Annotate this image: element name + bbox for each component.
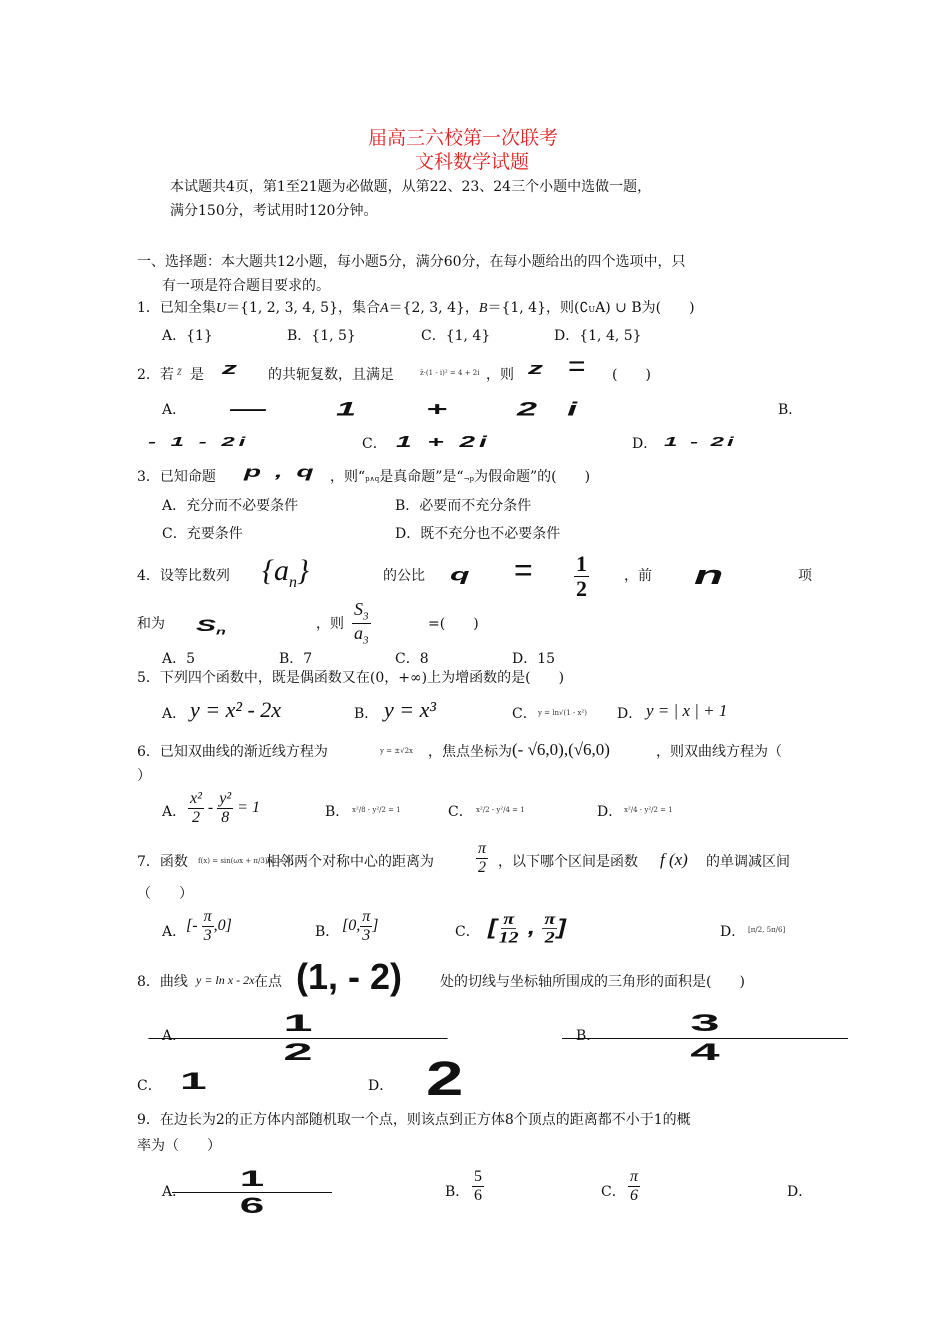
q4-sequence: $\{a_n\}$	[262, 554, 309, 591]
q3-pq: p , q	[244, 463, 317, 481]
q4-q: q	[450, 564, 470, 585]
q7-option-c-label: C．	[455, 924, 480, 940]
q5-option-b-value: y = x³	[384, 697, 436, 722]
intro-line-2: 满分150分，考试用时120分钟。	[170, 203, 378, 219]
q9-option-a-label: A．	[162, 1184, 187, 1200]
q7-half-pi: $\frac{\pi}{2}$	[478, 840, 487, 876]
q4-n: n	[694, 560, 724, 591]
q1-option-b: B．{1, 5}	[287, 328, 356, 344]
q8-option-c-label: C．	[137, 1078, 162, 1094]
q7-option-d-value: [π/2, 5π/6]	[748, 926, 786, 934]
q2-option-b-label: B．	[778, 402, 803, 418]
q9-option-b-value: $\frac{5}{6}$	[474, 1168, 482, 1204]
q4-sum: $S_n$	[196, 616, 226, 637]
q7-option-b-value: [0, $\frac{\pi}{3}$ ]	[342, 908, 379, 944]
q8-stem-b: 在点	[254, 974, 282, 990]
q3-stem-b: ，则“p∧q是真命题”是“¬p为假命题”的( )	[330, 469, 591, 485]
q6-foci: (- √6,0),(√6,0)	[512, 740, 610, 759]
q6-option-b-value: x²/8 - y²/2 = 1	[352, 806, 401, 814]
q7-stem-e: （ ）	[137, 886, 193, 902]
q9-stem-line-1: 9．在边长为2的正方体内部随机取一个点，则该点到正方体8个顶点的距离都不小于1的概	[137, 1112, 691, 1128]
q7-option-a-value: [- $\frac{\pi}{3}$ ,0]	[186, 908, 232, 944]
q4-stem-c: ，前	[624, 568, 652, 584]
q4-stem-a: 4．设等比数列	[137, 568, 230, 584]
q7-option-a-label: A．	[162, 924, 187, 940]
q2-stem-d: ，则	[486, 367, 514, 383]
q3-option-c: C．充要条件	[162, 526, 243, 542]
q1-option-d: D．{1, 4, 5}	[554, 328, 642, 344]
q7-option-d-label: D．	[720, 924, 746, 940]
q8-option-b-label: B．	[576, 1028, 601, 1044]
section-heading-line-2: 有一项是符合题目要求的。	[162, 278, 330, 294]
q8-curve: y = ln x - 2x	[196, 973, 255, 987]
q8-option-a-value: 1 2	[230, 1010, 366, 1067]
q1-option-c: C．{1, 4}	[421, 328, 491, 344]
q8-option-d-value: 2	[426, 1053, 464, 1106]
q1-option-a: A．{1}	[162, 328, 213, 344]
q7-fx: f (x)	[660, 850, 688, 869]
q2-option-c-label: C．	[362, 436, 387, 452]
q5-stem: 5．下列四个函数中，既是偶函数又在(0，+∞)上为增函数的是( )	[137, 670, 565, 686]
q5-option-a-value: y = x² - 2x	[190, 697, 282, 722]
q6-option-a-value: $\frac{\text{x²}}{2}$ - $\frac{\text{y²}}{8}$ = 1	[190, 790, 260, 826]
q4-stem-e: 和为	[137, 616, 165, 632]
q8-option-a-label: A．	[162, 1028, 187, 1044]
intro-line-1: 本试题共4页，第1至21题为必做题，从第22、23、24三个小题中选做一题，	[170, 179, 652, 195]
q2-paren: ( )	[612, 367, 651, 383]
q2-stem-a: 2．若	[137, 367, 174, 383]
q2-option-a-label: A．	[162, 402, 187, 418]
q5-option-a-label: A．	[162, 706, 187, 722]
q9-option-a-value: 1 6	[212, 1166, 292, 1219]
q4-fraction: $\frac{S_3}{a_3}$	[354, 599, 369, 647]
q9-stem-line-2: 率为（ ）	[137, 1138, 221, 1154]
q6-option-a-label: A．	[162, 804, 187, 820]
q7-stem-b: 相邻两个对称中心的距离为	[266, 854, 434, 870]
q3-stem-a: 3．已知命题	[137, 469, 216, 485]
section-heading-line-1: 一、选择题：本大题共12小题，每小题5分，满分60分，在每小题给出的四个选项中，只	[137, 254, 686, 270]
q8-option-c-value: 1	[180, 1068, 207, 1095]
q7-option-c-value: [ $\frac{\pi}{12}$ , $\frac{\pi}{2}$ ]	[488, 910, 566, 947]
q6-option-c-value: x²/2 - y²/4 = 1	[476, 806, 525, 814]
q4-option-d: D．15	[512, 651, 556, 667]
q2-stem-b: 是	[190, 367, 204, 383]
q5-option-b-label: B．	[354, 706, 379, 722]
q6-option-b-label: B．	[325, 804, 350, 820]
q7-stem-d: 的单调减区间	[706, 854, 790, 870]
title-line-1: 届高三六校第一次联考	[368, 127, 559, 149]
q6-option-d-label: D．	[597, 804, 623, 820]
q9-option-c-label: C．	[601, 1184, 626, 1200]
q5-option-d-value: y = | x | + 1	[646, 701, 728, 720]
q9-option-d-label: D．	[787, 1184, 813, 1200]
q5-option-c-label: C．	[512, 706, 537, 722]
q4-half: $\frac{1}{2}$	[576, 551, 587, 602]
q8-stem-a: 8．曲线	[137, 974, 188, 990]
q9-option-c-value: $\frac{\pi}{6}$	[630, 1168, 639, 1204]
q2-option-d-label: D．	[632, 436, 658, 452]
q4-stem-g: =( )	[428, 616, 479, 632]
q8-stem-c: 处的切线与坐标轴所围成的三角形的面积是( )	[440, 974, 745, 990]
q2-option-b-value: - 1 - 2i	[148, 434, 250, 450]
q7-function: f(x) = sin(ωx + π/3)(ω > 0)	[198, 857, 294, 865]
q6-stem-a: 6．已知双曲线的渐近线方程为	[137, 744, 328, 760]
q3-option-a: A．充分而不必要条件	[162, 498, 299, 514]
q2-condition: z̄·(1 - i)² = 4 + 2i	[420, 369, 480, 377]
q6-stem-c: ，则双曲线方程为（	[656, 744, 782, 760]
q2-z-symbol-2: z	[528, 359, 543, 378]
q7-option-b-label: B．	[315, 924, 340, 940]
q8-point: (1, - 2)	[296, 956, 403, 997]
q4-stem-f: ，则	[316, 616, 344, 632]
q6-stem-b: ，焦点坐标为	[428, 744, 512, 760]
q4-stem-d: 项	[798, 568, 812, 584]
q8-option-b-value: 3 4	[640, 1010, 770, 1067]
q7-stem-c: ，以下哪个区间是函数	[498, 854, 638, 870]
q9-option-b-label: B．	[445, 1184, 470, 1200]
q4-option-a: A．5	[162, 651, 196, 667]
q7-stem-a: 7．函数	[137, 854, 188, 870]
q3-option-b: B．必要而不充分条件	[395, 498, 532, 514]
q5-option-d-label: D．	[617, 706, 643, 722]
q2-zbar: z̄	[177, 364, 182, 378]
q4-option-c: C．8	[395, 651, 429, 667]
q6-stem-d: ）	[137, 768, 151, 784]
q6-option-d-value: x²/4 - y²/2 = 1	[624, 806, 673, 814]
q4-option-b: B．7	[279, 651, 313, 667]
title-line-2: 文科数学试题	[415, 151, 530, 173]
q2-equals: =	[568, 350, 586, 383]
question-1-stem: 1．已知全集U＝{1, 2, 3, 4, 5}，集合A＝{2, 3, 4}，B＝{1, 4}，则(∁UA) ∪ B为( )	[137, 300, 695, 316]
q2-option-d-value: 1 - 2i	[664, 434, 737, 450]
q3-option-d: D．既不充分也不必要条件	[395, 526, 561, 542]
q4-stem-b: 的公比	[383, 568, 425, 584]
q2-z-symbol: z	[222, 359, 237, 378]
q2-option-c-value: 1 + 2i	[396, 433, 491, 451]
q2-option-a-value: — 1 + 2i	[230, 397, 608, 420]
q6-asymptote: y = ±√2x	[380, 747, 413, 755]
q8-option-d-label: D．	[368, 1078, 394, 1094]
q6-option-c-label: C．	[448, 804, 473, 820]
q2-stem-c: 的共轭复数，且满足	[268, 367, 394, 383]
q5-option-c-value: y = ln√(1 - x²)	[538, 709, 587, 717]
q4-equals: =	[514, 552, 533, 588]
